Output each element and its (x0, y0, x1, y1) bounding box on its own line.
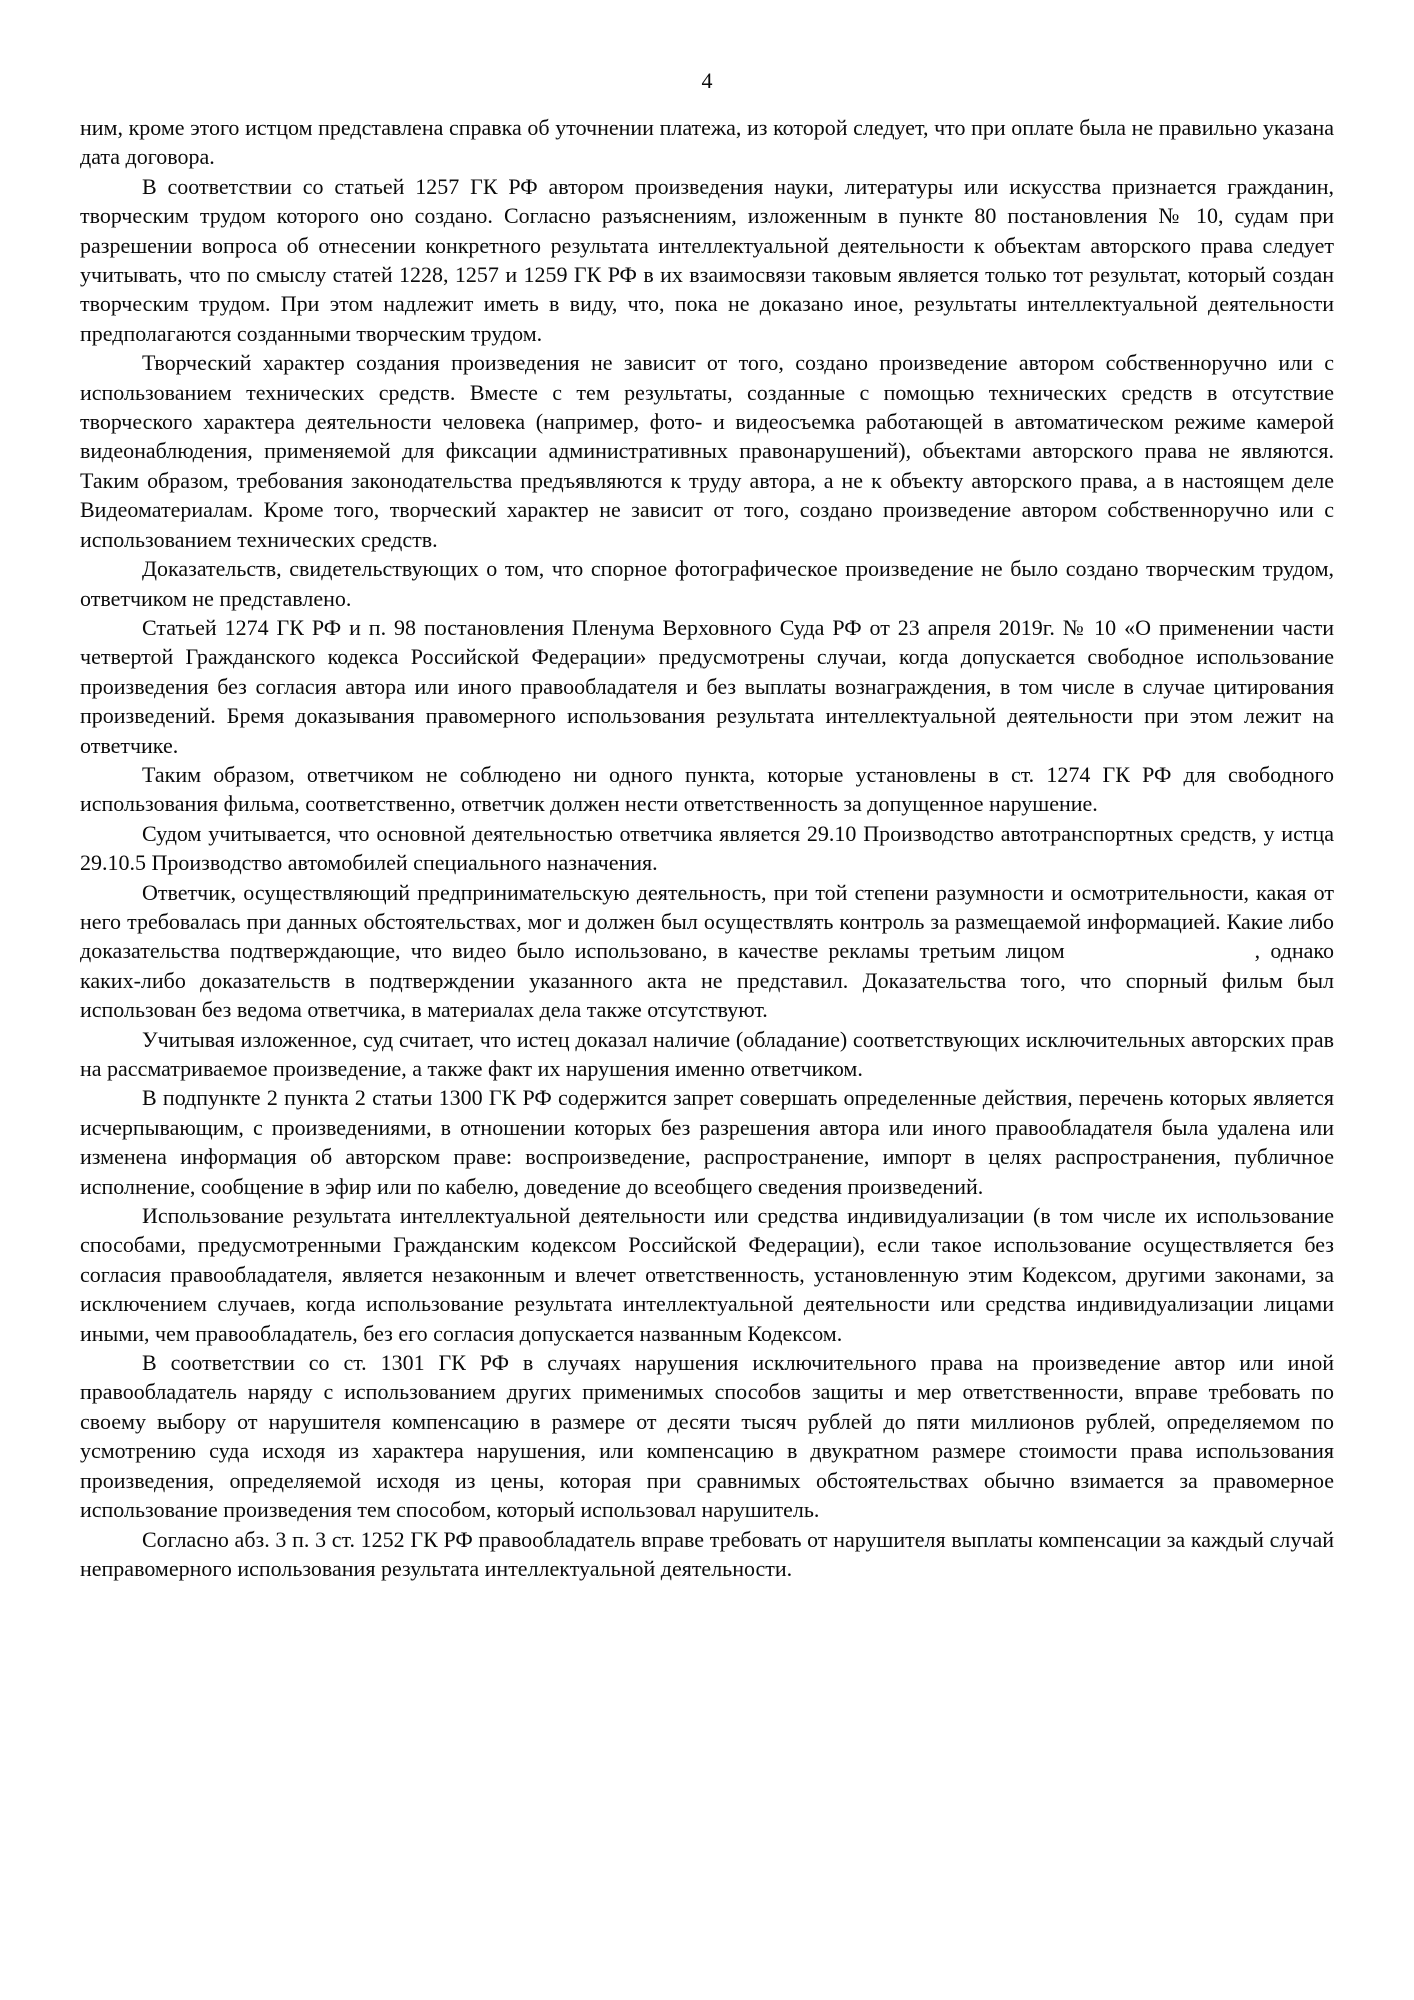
paragraph: Согласно абз. 3 п. 3 ст. 1252 ГК РФ правообладатель вправе требовать от нарушителя выплаты компенсации за каждый случай неправомерного использования результата интеллектуальной деятельности. (80, 1526, 1334, 1581)
paragraph: Доказательств, свидетельствующих о том, что спорное фотографическое произведение не было создано творческим трудом, ответчиком не представлено. (80, 556, 1334, 611)
paragraph: Судом учитывается, что основной деятельностью ответчика является 29.10 Производство автотранспортных средств, у истца 29.10.5 Производство автомобилей специального назначения. (80, 820, 1334, 876)
paragraph: Творческий характер создания произведения не зависит от того, создано произведение автором собственноручно или с использованием технических средств. Вместе с тем результаты, созданные с помощью технических средств в отсутствие творческого характера деятельности человека (например, фото- и видеосъемка работающей в автоматическом режиме камерой видеонаблюдения, применяемой для фиксации административных правонарушений), объектами авторского права не являются. Таким образом, требования законодательства предъявляются к труду автора, а не к объекту авторского права, а в настоящем деле Видеоматериалам. Кроме того, творческий характер не зависит от того, создано произведение автором собственноручно или с использованием технических средств. (80, 350, 1334, 552)
paragraph: ним, кроме этого истцом представлена справка об уточнении платежа, из которой следует, что при оплате была не правильно указана дата договора. (80, 115, 1334, 170)
document-body (80, 113, 1334, 1583)
paragraph: В соответствии со статьей 1257 ГК РФ автором произведения науки, литературы или искусства признается гражданин, творческим трудом которого оно создано. Согласно разъяснениям, изложенным в пункте 80 постановления № 10, судам при разрешении вопроса об отнесении конкретного результата интеллектуальной деятельности к объектам авторского права следует учитывать, что по смыслу статей 1228, 1257 и 1259 ГК РФ в их взаимосвязи таковым является только тот результат, который создан творческим трудом. При этом надлежит иметь в виду, что, пока не доказано иное, результаты интеллектуальной деятельности предполагаются созданными творческим трудом. (80, 173, 1334, 346)
paragraph: Использование результата интеллектуальной деятельности или средства индивидуализации (в том числе их использование способами, предусмотренными Гражданским кодексом Российской Федерации), если такое использование осуществляется без согласия правообладателя, является незаконным и влечет ответственность, установленную этим Кодексом, другими законами, за исключением случаев, когда использование результата интеллектуальной деятельности или средства индивидуализации лицами иными, чем правообладатель, без его согласия допускается названным Кодексом. (80, 1203, 1334, 1346)
paragraph: Ответчик, осуществляющий предпринимательскую деятельность, при той степени разумности и осмотрительности, какая от него требовалась при данных обстоятельствах, мог и должен был осуществлять контроль за размещаемой информацией. Какие либо доказательства подтверждающие, что видео было использовано, в качестве рекламы третьим лицом , однако каких-либо доказательств в подтверждении указанного акта не представил. Доказательства того, что спорный фильм был использован без ведома ответчика, в материалах дела также отсутствуют. (80, 879, 1335, 1023)
paragraph: В подпункте 2 пункта 2 статьи 1300 ГК РФ содержится запрет совершать определенные действия, перечень которых является исчерпывающим, с произведениями, в отношении которых без разрешения автора или иного правообладателя была удалена или изменена информация об авторском праве: воспроизведение, распространение, импорт в целях распространения, публичное исполнение, сообщение в эфир или по кабелю, доведение до всеобщего сведения произведений. (80, 1085, 1334, 1199)
redacted-gap (1065, 957, 1255, 958)
paragraph: Учитывая изложенное, суд считает, что истец доказал наличие (обладание) соответствующих исключительных авторских прав на рассматриваемое произведение, а также факт их нарушения именно ответчиком. (80, 1026, 1334, 1081)
page-number: 4 (701, 68, 713, 93)
paragraph: Таким образом, ответчиком не соблюдено ни одного пункта, которые установлены в ст. 1274 ГК РФ для свободного использования фильма, соответственно, ответчик должен нести ответственность за допущенное нарушение. (80, 761, 1334, 817)
paragraph: В соответствии со ст. 1301 ГК РФ в случаях нарушения исключительного права на произведение автор или иной правообладатель наряду с использованием других применимых способов защиты и мер ответственности, вправе требовать по своему выбору от нарушителя компенсацию в размере от десяти тысяч рублей до пяти миллионов рублей, определяемом по усмотрению суда исходя из характера нарушения, или компенсацию в двукратном размере стоимости права использования произведения, определяемой исходя из цены, которая при сравнимых обстоятельствах обычно взимается за правомерное использование произведения тем способом, который использовал нарушитель. (80, 1350, 1334, 1523)
paragraph: Статьей 1274 ГК РФ и п. 98 постановления Пленума Верховного Суда РФ от 23 апреля 2019г. № 10 «О применении части четвертой Гражданского кодекса Российской Федерации» предусмотрены случаи, когда допускается свободное использование произведения без согласия автора или иного правообладателя и без выплаты вознаграждения, в том числе в случае цитирования произведений. Бремя доказывания правомерного использования результата интеллектуальной деятельности при этом лежит на ответчике. (80, 614, 1334, 758)
